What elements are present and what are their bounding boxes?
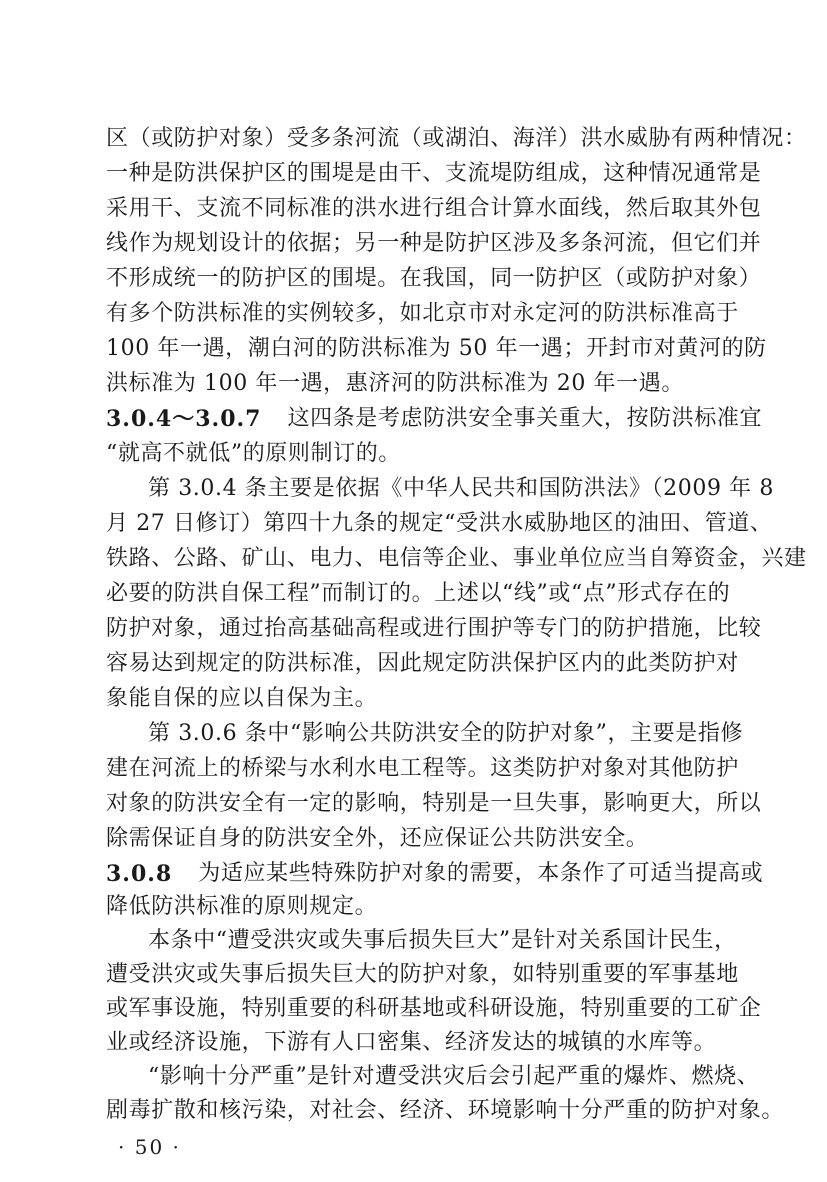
text-line: 铁路、公路、矿山、电力、电信等企业、事业单位应当自筹资金，兴建 xyxy=(106,546,807,571)
text-line: 100 年一遇，潮白河的防洪标准为 50 年一遇；开封市对黄河的防 xyxy=(106,336,767,361)
section-heading-3-0-8 xyxy=(106,859,764,889)
text-line: 防护对象，通过抬高基础高程或进行围护等专门的防护措施，比较 xyxy=(106,616,762,641)
text-line: 建在河流上的桥梁与水利水电工程等。这类防护对象对其他防护 xyxy=(106,756,739,781)
text-line: 除需保证自身的防洪安全外，还应保证公共防洪安全。 xyxy=(106,826,649,851)
text-line: “就高不就低”的原则制订的。 xyxy=(106,441,401,466)
text-line: 容易达到规定的防洪标准，因此规定防洪保护区内的此类防护对 xyxy=(106,651,739,676)
text-line: 月 27 日修订）第四十九条的规定“受洪水威胁地区的油田、管道、 xyxy=(106,511,773,536)
text-line: 区（或防护对象）受多条河流（或湖泊、海洋）洪水威胁有两种情况： xyxy=(106,126,807,151)
section-number: 3.0.4～3.0.7 xyxy=(106,406,262,432)
text-line: 遭受洪灾或失事后损失巨大的防护对象，如特别重要的军事基地 xyxy=(106,962,739,987)
text-line: 象能自保的应以自保为主。 xyxy=(106,686,378,711)
text-line: 不形成统一的防护区的围堤。在我国，同一防护区（或防护对象） xyxy=(106,266,762,291)
section-number: 3.0.8 xyxy=(106,861,173,887)
text-line: 一种是防洪保护区的围堤是由干、支流堤防组成，这种情况通常是 xyxy=(106,161,762,186)
text-line: 本条中“遭受洪灾或失事后损失巨大”是针对关系国计民生， xyxy=(148,928,737,953)
text-line: 或军事设施，特别重要的科研基地或科研设施，特别重要的工矿企 xyxy=(106,996,762,1021)
text-line: 第 3.0.6 条中“影响公共防洪安全的防护对象”，主要是指修 xyxy=(148,721,744,746)
section-heading-text: 为适应某些特殊防护对象的需要，本条作了可适当提高或 xyxy=(198,861,764,886)
section-heading-text: 这四条是考虑防洪安全事关重大，按防洪标准宜 xyxy=(287,406,763,431)
text-line: 业或经济设施，下游有人口密集、经济发达的城镇的水库等。 xyxy=(106,1030,717,1055)
text-line: 线作为规划设计的依据；另一种是防护区涉及多条河流，但它们并 xyxy=(106,231,762,256)
text-line: 采用干、支流不同标准的洪水进行组合计算水面线，然后取其外包 xyxy=(106,196,762,221)
text-line: 第 3.0.4 条主要是依据《中华人民共和国防洪法》（2009 年 8 xyxy=(148,476,774,501)
text-line: 剧毒扩散和核污染，对社会、经济、环境影响十分严重的防护对象。 xyxy=(106,1098,785,1123)
text-line: “影响十分严重”是针对遭受洪灾后会引起严重的爆炸、燃烧、 xyxy=(148,1064,760,1089)
page-number: · 50 · xyxy=(118,1135,181,1159)
section-heading-3-0-4 xyxy=(106,404,763,434)
text-line: 必要的防洪自保工程”而制订的。上述以“线”或“点”形式存在的 xyxy=(106,581,731,606)
text-line: 有多个防洪标准的实例较多，如北京市对永定河的防洪标准高于 xyxy=(106,301,739,326)
text-line: 对象的防洪安全有一定的影响，特别是一旦失事，影响更大，所以 xyxy=(106,791,762,816)
text-line: 降低防洪标准的原则规定。 xyxy=(106,894,378,919)
text-line: 洪标准为 100 年一遇，惠济河的防洪标准为 20 年一遇。 xyxy=(106,371,684,396)
